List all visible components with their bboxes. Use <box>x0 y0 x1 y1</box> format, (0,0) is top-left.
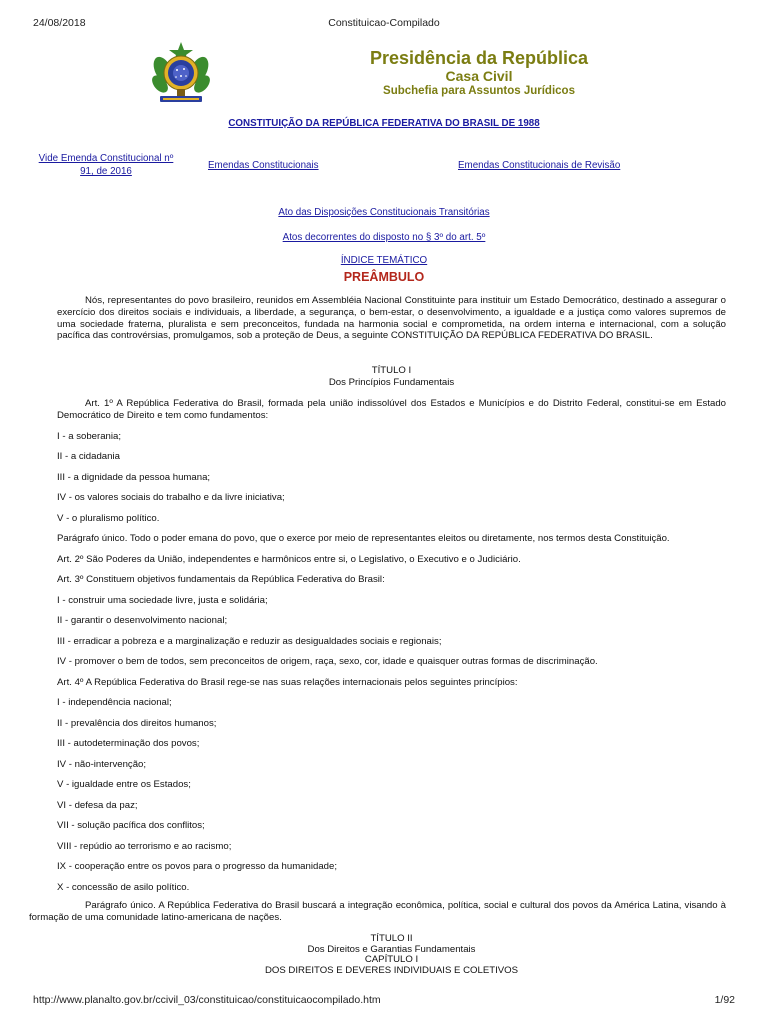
print-url: http://www.planalto.gov.br/ccivil_03/constituicao/constituicaocompilado.htm <box>33 994 381 1006</box>
page-number: 1/92 <box>714 994 735 1006</box>
preambulo-title: PREÂMBULO <box>343 270 425 284</box>
list-item: II - a cidadania <box>57 451 120 462</box>
titulo-2-heading <box>37 934 746 976</box>
titulo-2-label: TÍTULO II <box>370 933 413 944</box>
list-item: X - concessão de asilo político. <box>57 882 190 893</box>
coat-of-arms-icon <box>150 40 212 106</box>
org-department: Subchefia para Assuntos Jurídicos <box>383 85 575 97</box>
titulo-1-name: Dos Princípios Fundamentais <box>328 376 455 388</box>
list-item: VIII - repúdio ao terrorismo e ao racismo; <box>57 841 232 852</box>
list-item: IV - os valores sociais do trabalho e da livre iniciativa; <box>57 492 285 503</box>
list-item: IV - promover o bem de todos, sem preconceitos de origem, raça, sexo, cor, idade e quaisquer outras formas de discriminação. <box>57 656 598 667</box>
list-item: IV - não-intervenção; <box>57 759 147 770</box>
print-date: 24/08/2018 <box>33 17 86 29</box>
list-item: III - autodeterminação dos povos; <box>57 738 200 749</box>
organization-header <box>240 48 718 98</box>
capitulo-1-label: CAPÍTULO I <box>364 954 419 966</box>
list-item: II - garantir o desenvolvimento nacional; <box>57 615 228 626</box>
art-4-paragrafo: Parágrafo único. A República Federativa do Brasil buscará a integração econômica, política, social e cultural dos povos da América Latina, visando à formação de uma comunidade latino-americana de nações. <box>29 900 726 923</box>
art-1-paragrafo: Parágrafo único. Todo o poder emana do povo, que o exerce por meio de representantes eleitos ou diretamente, nos termos desta Constituição. <box>57 533 670 544</box>
constitution-title-link[interactable]: CONSTITUIÇÃO DA REPÚBLICA FEDERATIVA DO BRASIL DE 1988 <box>228 118 540 129</box>
list-item: VII - solução pacífica dos conflitos; <box>57 820 205 831</box>
print-title: Constituicao-Compilado <box>328 17 440 29</box>
constitution-title-row <box>0 113 768 131</box>
atos-decorrentes-link[interactable]: Atos decorrentes do disposto no § 3º do art. 5º <box>282 232 486 243</box>
list-item: III - a dignidade da pessoa humana; <box>57 472 211 483</box>
vide-emenda-link[interactable]: Vide Emenda Constitucional nº 91, de 2016 <box>38 153 174 177</box>
preambulo-text: Nós, representantes do povo brasileiro, reunidos em Assembléia Nacional Constituinte para instituir um Estado Democrático, destinado a assegurar o exercício dos direitos sociais e individuais, a liberdade, a segurança, o bem-estar, o desenvolvimento, a igualdade e a justiça como valores supremos de uma sociedade fraterna, pluralista e sem preconceitos, fundada na harmonia social e comprometida, na ordem interna e internacional, com a solução pacífica das controvérsias, promulgamos, sob a proteção de Deus, a seguinte CONSTITUIÇÃO DA REPÚBLICA FEDERATIVA DO BRASIL. <box>57 295 726 342</box>
org-title: Presidência da República <box>369 48 589 68</box>
indice-tematico-link[interactable]: ÍNDICE TEMÁTICO <box>340 255 428 266</box>
emendas-link[interactable]: Emendas Constitucionais <box>208 160 319 171</box>
print-header <box>33 17 735 31</box>
emendas-revisao-link[interactable]: Emendas Constitucionais de Revisão <box>458 160 621 171</box>
titulo-1-heading <box>57 365 726 389</box>
list-item: I - construir uma sociedade livre, justa e solidária; <box>57 595 268 606</box>
list-item: V - o pluralismo político. <box>57 513 160 524</box>
titulo-1-label: TÍTULO I <box>371 365 412 376</box>
art-3: Art. 3º Constituem objetivos fundamentais da República Federativa do Brasil: <box>57 574 385 585</box>
capitulo-1-name: DOS DIREITOS E DEVERES INDIVIDUAIS E COLETIVOS <box>264 964 519 976</box>
list-item: V - igualdade entre os Estados; <box>57 779 191 790</box>
list-item: I - a soberania; <box>57 431 121 442</box>
art-4: Art. 4º A República Federativa do Brasil rege-se nas suas relações internacionais pelos seguintes princípios: <box>57 677 518 688</box>
list-item: III - erradicar a pobreza e a marginalização e reduzir as desigualdades sociais e regionais; <box>57 636 442 647</box>
art-1: Art. 1º A República Federativa do Brasil, formada pela união indissolúvel dos Estados e Municípios e do Distrito Federal, constitui-se em Estado Democrático de Direito e tem como fundamentos: <box>57 398 726 421</box>
titulo-2-name: Dos Direitos e Garantias Fundamentais <box>307 943 476 955</box>
amendments-links-row <box>36 151 732 177</box>
list-item: VI - defesa da paz; <box>57 800 138 811</box>
list-item: IX - cooperação entre os povos para o progresso da humanidade; <box>57 861 337 872</box>
adct-link[interactable]: Ato das Disposições Constitucionais Transitórias <box>278 207 490 218</box>
art-2: Art. 2º São Poderes da União, independentes e harmônicos entre si, o Legislativo, o Executivo e o Judiciário. <box>57 554 521 565</box>
list-item: II - prevalência dos direitos humanos; <box>57 718 217 729</box>
org-subtitle: Casa Civil <box>445 68 513 84</box>
list-item: I - independência nacional; <box>57 697 172 708</box>
